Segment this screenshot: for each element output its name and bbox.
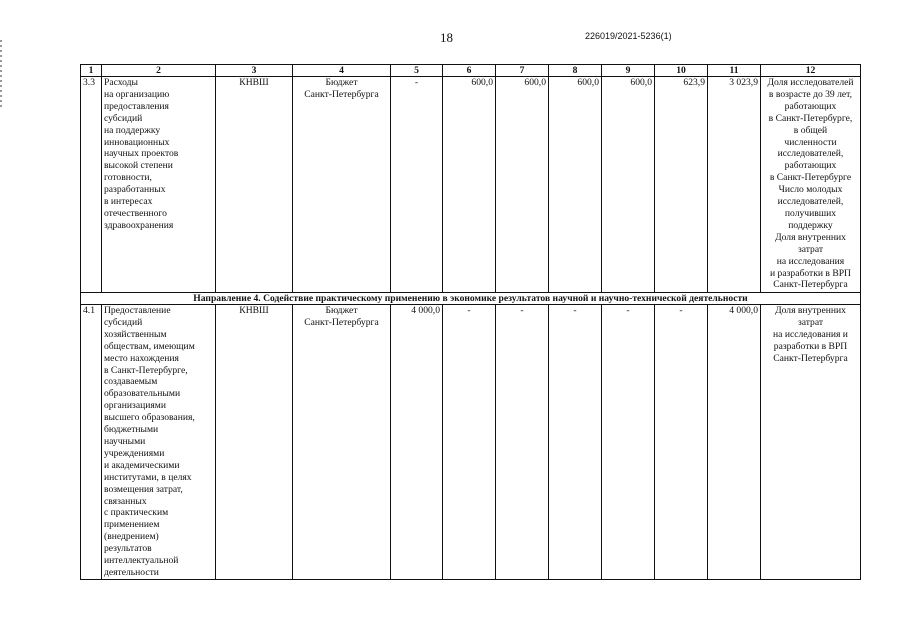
item-name: Расходы на организацию предоставления субсидий на поддержку инновационных научных проектов высокой степени готовности, разработанных в интересах отечественного здравоохранения bbox=[102, 77, 216, 293]
column-header: 7 bbox=[496, 65, 549, 77]
column-header: 8 bbox=[549, 65, 602, 77]
value-col10: - bbox=[655, 305, 708, 580]
document-code: 226019/2021-5236(1) bbox=[585, 31, 672, 41]
column-header: 12 bbox=[761, 65, 861, 77]
section-row bbox=[81, 293, 861, 305]
value-col5: - bbox=[391, 77, 443, 293]
column-header: 1 bbox=[81, 65, 102, 77]
page-number: 18 bbox=[440, 30, 453, 45]
executor: КНВШ bbox=[216, 305, 293, 580]
value-col11: 3 023,9 bbox=[708, 77, 761, 293]
column-header: 11 bbox=[708, 65, 761, 77]
column-number-row bbox=[81, 65, 861, 77]
indicators: Доля внутренних затрат на исследования и разработки в ВРП Санкт-Петербурга bbox=[761, 305, 861, 580]
column-header: 6 bbox=[443, 65, 496, 77]
value-col6: - bbox=[443, 305, 496, 580]
value-col7: - bbox=[496, 305, 549, 580]
value-col11: 4 000,0 bbox=[708, 305, 761, 580]
indicators: Доля исследователей в возрасте до 39 лет, работающих в Санкт-Петербурге, в общей численности исследователей, работающих в Санкт-Петербурге Число молодых исследователей, получивших поддержку Доля внутренних затрат на исследования и разработки в ВРП Санкт-Петербурга bbox=[761, 77, 861, 293]
value-col7: 600,0 bbox=[496, 77, 549, 293]
item-number: 3.3 bbox=[81, 77, 102, 293]
column-header: 4 bbox=[293, 65, 391, 77]
table-row bbox=[81, 305, 861, 580]
value-col9: 600,0 bbox=[602, 77, 655, 293]
item-number: 4.1 bbox=[81, 305, 102, 580]
table-row bbox=[81, 77, 861, 293]
column-header: 3 bbox=[216, 65, 293, 77]
value-col6: 600,0 bbox=[443, 77, 496, 293]
column-header: 10 bbox=[655, 65, 708, 77]
funding-source: Бюджет Санкт-Петербурга bbox=[293, 305, 391, 580]
value-col10: 623,9 bbox=[655, 77, 708, 293]
column-header: 2 bbox=[102, 65, 216, 77]
value-col5: 4 000,0 bbox=[391, 305, 443, 580]
section-heading: Направление 4. Содействие практическому применению в экономике результатов научной и научно-технической деятельности bbox=[81, 293, 861, 305]
value-col8: - bbox=[549, 305, 602, 580]
column-header: 9 bbox=[602, 65, 655, 77]
item-name: Предоставление субсидий хозяйственным обществам, имеющим место нахождения в Санкт-Петербурге, создаваемым образовательными организациями высшего образования, бюджетными научными учреждениями и академическими институтами, в целях возмещения затрат, связанных с практическим применением (внедрением) результатов интеллектуальной деятельности bbox=[102, 305, 216, 580]
executor: КНВШ bbox=[216, 77, 293, 293]
value-col8: 600,0 bbox=[549, 77, 602, 293]
funding-source: Бюджет Санкт-Петербурга bbox=[293, 77, 391, 293]
value-col9: - bbox=[602, 305, 655, 580]
column-header: 5 bbox=[391, 65, 443, 77]
scan-edge-mark bbox=[0, 40, 2, 110]
budget-table bbox=[80, 64, 861, 580]
